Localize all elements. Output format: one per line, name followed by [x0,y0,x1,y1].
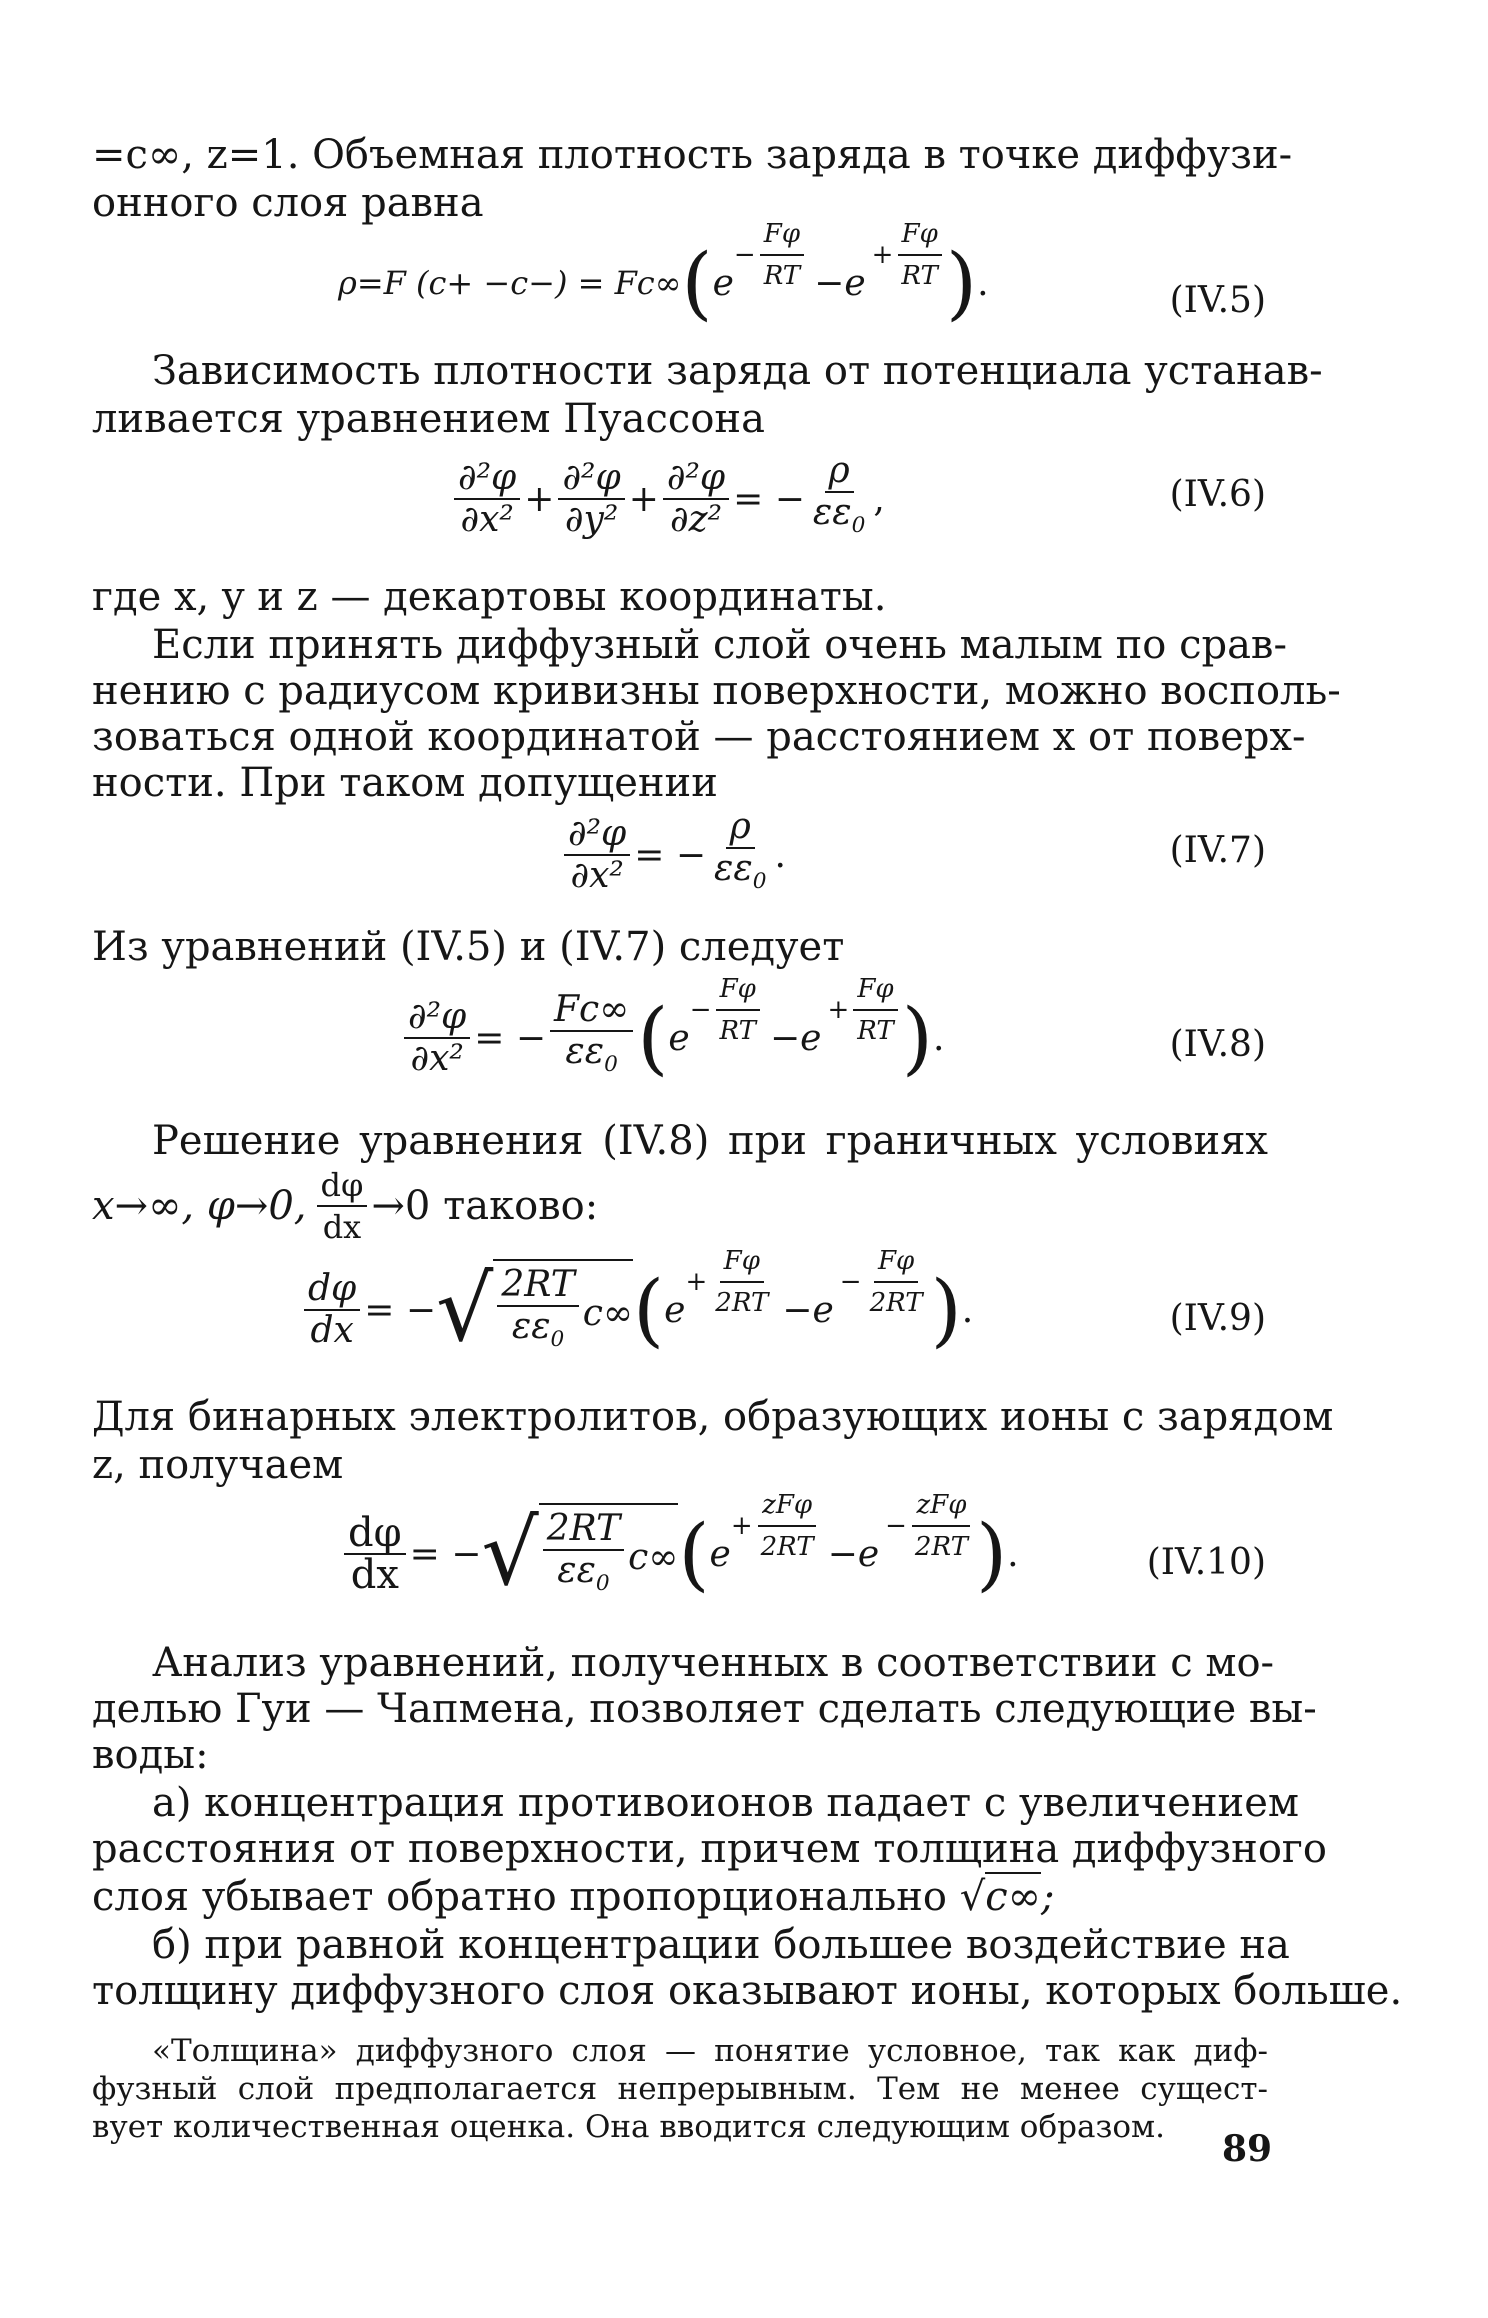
note-line: фузный слой предполагается непрерывным. Тем не менее сущест- [92,2071,1268,2107]
text-line: зоваться одной координатой — расстоянием x от поверх- [92,714,1306,760]
paren: ) [945,236,978,329]
equation-iv6: $\frac{\text{∂²φ}}{\text{∂x²}}$ + $\frac{\text{∂²φ}}{\text{∂y²}}$ + $\frac{\text{∂²φ}}{\text{∂z²}}$ = − $\frac{\rho}{\varepsilon\varepsilon_0}$ , (IV.6) [0,444,1488,554]
equation-iv7: $\frac{\text{∂²φ}}{\text{∂x²}}$ = − $\frac{\rho}{\varepsilon\varepsilon_0}$ . (IV.7) [0,800,1488,910]
text-line: Решение уравнения (IV.8) при граничных условиях [152,1118,1268,1164]
text-line: б) при равной концентрации большее воздействие на [152,1922,1290,1968]
text-line: нению с радиусом кривизны поверхности, можно восполь- [92,668,1341,714]
text-line: ности. При таком допущении [92,760,718,806]
equation-iv8: $\frac{\text{∂²φ}}{\text{∂x²}}$ = − $\frac{Fc\infty}{\varepsilon\varepsilon_0}$ ( e − $\frac{F\varphi}{RT}$ −e + $\frac{F\varphi}{RT}$ ) . (IV.8) [0,978,1488,1088]
boundary-suffix: →0 таково: [371,1183,599,1229]
equation-number: (IV.6) [1169,474,1266,515]
note-line: вует количественная оценка. Она вводится следующим образом. [92,2109,1165,2145]
equation-iv5: ρ=F (c+ −c−) = Fc∞ ( e − $\frac{F\varphi}{RT}$ −e + $\frac{F\varphi}{RT}$ ) . (IV.5) [0,228,1488,338]
equation-iv9: $\frac{d\varphi}{dx}$ = − √ $\frac{2RT}{\varepsilon\varepsilon_0}$ c∞ ( e + $\frac{F\varphi}{2RT}$ −e − $\frac{F\varphi}{2RT}$ ) . (IV.9) [0,1250,1488,1360]
equation-number: (IV.7) [1169,830,1266,871]
text-segment: слоя убывает обратно пропорционально [92,1874,947,1920]
text-line: а) концентрация противоионов падает с увеличением [152,1780,1299,1826]
text-line: Из уравнений (IV.5) и (IV.7) следует [92,924,845,970]
sqrt-c-inf: √c∞; [959,1874,1055,1920]
paren: ( [681,236,713,329]
note-line: «Толщина» диффузного слоя — понятие условное, так как диф- [152,2033,1268,2069]
equation-number: (IV.10) [1146,1542,1266,1583]
text-line: расстояния от поверхности, причем толщина диффузного [92,1826,1327,1872]
text-line: =c∞, z=1. Объемная плотность заряда в точке диффузи- [92,132,1293,178]
text-line: где x, y и z — декартовы координаты. [92,574,887,620]
text-line-with-derivative: x→∞, φ→0, $\frac{d\varphi}{dx}$ →0 таково: [92,1166,599,1246]
sqrt: √ $\frac{2RT}{\varepsilon\varepsilon_0}$ c∞ [436,1257,633,1362]
text-line: толщину диффузного слоя оказывают ионы, которых больше. [92,1968,1403,2014]
text-line: воды: [92,1732,209,1778]
equation-lhs: ρ=F (c+ −c−) = Fc∞ [338,264,682,302]
page-number: 89 [1222,2128,1273,2170]
equation-number: (IV.9) [1169,1298,1266,1339]
text-line: Для бинарных электролитов, образующих ионы с зарядом [92,1394,1334,1440]
equation-iv10: $\frac{d\varphi}{dx}$ = − √ $\frac{2RT}{\varepsilon\varepsilon_0}$ c∞ ( e + $\frac{\text{zFφ}}{2RT}$ −e − $\frac{\text{zFφ}}{2RT}$ ) . (IV.10) [0,1494,1488,1604]
equation-number: (IV.5) [1169,280,1266,321]
boundary-conditions: x→∞, φ→0, [92,1183,307,1229]
equation-number: (IV.8) [1169,1024,1266,1065]
text-line: z, получаем [92,1442,344,1488]
text-line: Зависимость плотности заряда от потенциала устанав- [152,348,1323,394]
text-line: ливается уравнением Пуассона [92,396,765,442]
text-line: делью Гуи — Чапмена, позволяет сделать следующие вы- [92,1686,1317,1732]
text-line: Если принять диффузный слой очень малым по срав- [152,622,1287,668]
text-line: онного слоя равна [92,180,484,226]
text-line: Анализ уравнений, полученных в соответствии с мо- [152,1640,1275,1686]
text-line [92,1874,1268,1920]
